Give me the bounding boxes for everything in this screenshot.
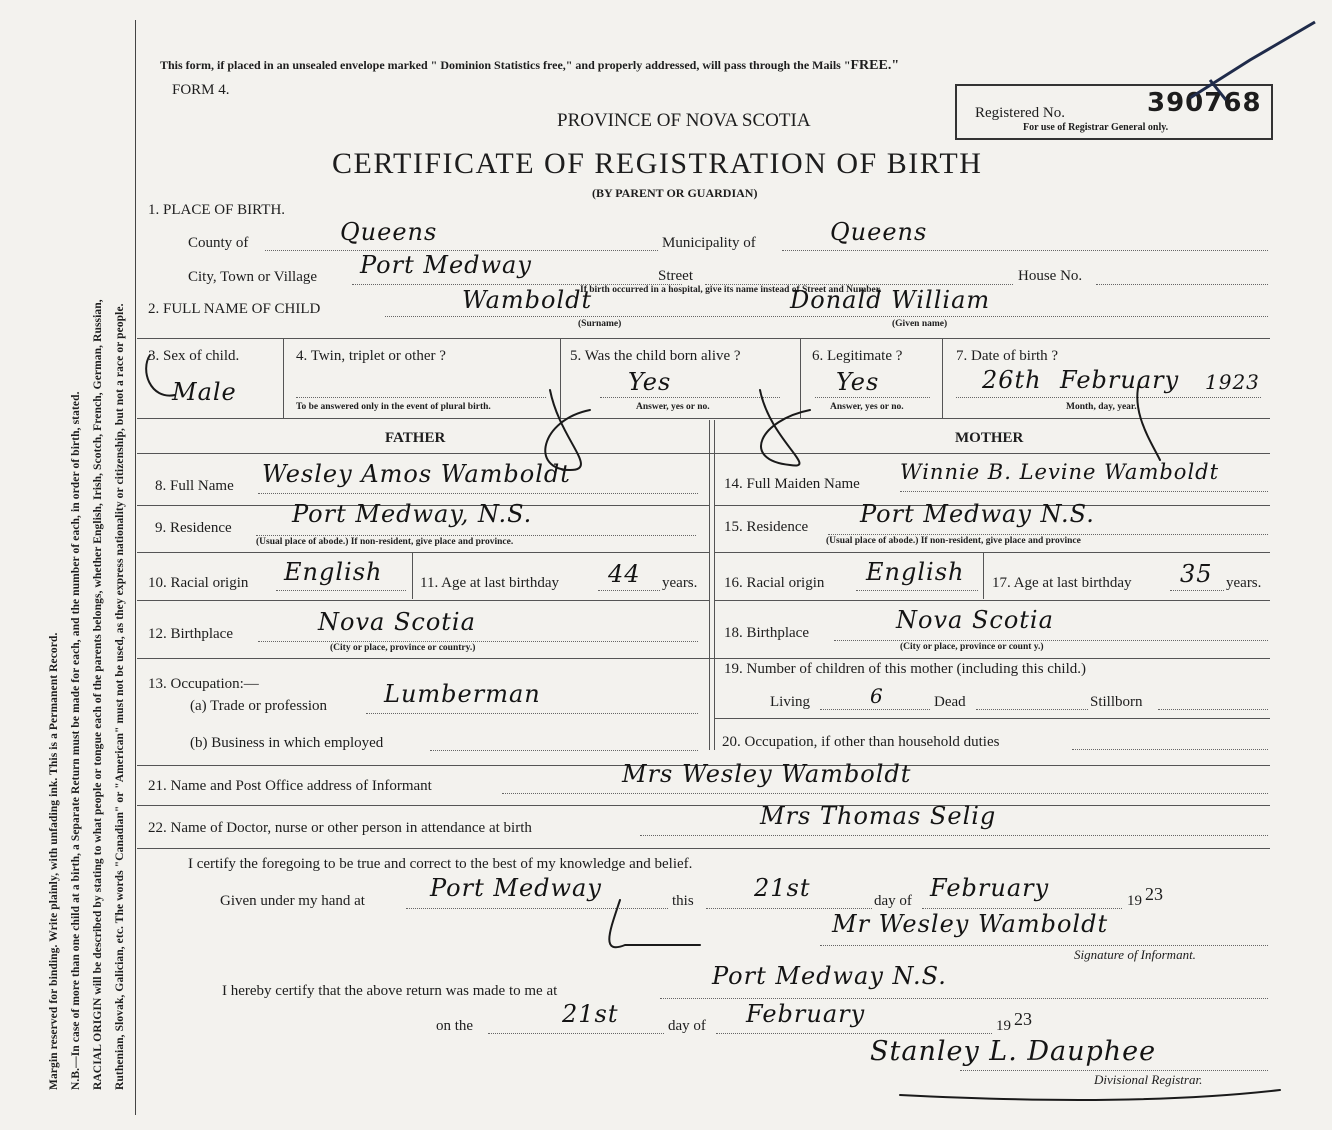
rule-f22 bbox=[137, 848, 1270, 849]
mother-age-value: 35 bbox=[1180, 560, 1213, 588]
given-hand-label: Given under my hand at bbox=[220, 893, 365, 909]
county-value: Queens bbox=[340, 218, 438, 246]
reg-year-prefix: 19 bbox=[996, 1018, 1011, 1034]
father-years-label: years. bbox=[662, 575, 698, 591]
mother-years-label: years. bbox=[1226, 575, 1262, 591]
father-age-value: 44 bbox=[608, 560, 641, 588]
children-count-label: 19. Number of children of this mother (including this child.) bbox=[724, 661, 1087, 677]
informant-line bbox=[502, 793, 1268, 794]
dob-label: 7. Date of birth ? bbox=[956, 348, 1059, 364]
legitimate-label: 6. Legitimate ? bbox=[812, 348, 903, 364]
municipality-value: Queens bbox=[830, 218, 928, 246]
occupation-label: 13. Occupation:— bbox=[148, 676, 259, 692]
business-line bbox=[430, 750, 698, 751]
rule-center-b bbox=[714, 420, 715, 750]
mother-birthplace-line bbox=[834, 640, 1268, 641]
mother-occupation-line bbox=[1072, 749, 1268, 750]
mother-age-line bbox=[1170, 590, 1224, 591]
rule-f10 bbox=[137, 600, 709, 601]
given-day-value: 21st bbox=[754, 874, 811, 902]
trade-line bbox=[366, 713, 698, 714]
trade-value: Lumberman bbox=[384, 680, 541, 708]
mother-birthplace-value: Nova Scotia bbox=[896, 606, 1054, 634]
rule-v2 bbox=[560, 338, 561, 418]
dob-line bbox=[956, 397, 1261, 398]
mother-age-label: 17. Age at last birthday bbox=[992, 575, 1132, 591]
registrar-at-value: Port Medway N.S. bbox=[712, 962, 947, 990]
informant-value: Mrs Wesley Wamboldt bbox=[622, 760, 912, 788]
twin-note: To be answered only in the event of plural birth. bbox=[296, 402, 491, 412]
county-label: County of bbox=[188, 235, 249, 251]
sex-value: Male bbox=[172, 378, 237, 406]
mother-heading: MOTHER bbox=[955, 430, 1024, 446]
certificate-title: CERTIFICATE OF REGISTRATION OF BIRTH bbox=[332, 147, 983, 180]
mother-birthplace-note: (City or place, province or count y.) bbox=[900, 642, 1044, 652]
living-label: Living bbox=[770, 694, 810, 710]
father-residence-label: 9. Residence bbox=[155, 520, 232, 536]
on-the-label: on the bbox=[436, 1018, 474, 1034]
given-at-line bbox=[406, 908, 668, 909]
this-label: this bbox=[672, 893, 694, 909]
father-birthplace-value: Nova Scotia bbox=[318, 608, 476, 636]
sex-label: 3. Sex of child. bbox=[148, 348, 240, 364]
municipality-line bbox=[782, 250, 1268, 251]
province-heading: PROVINCE OF NOVA SCOTIA bbox=[557, 110, 811, 131]
mother-residence-line bbox=[828, 534, 1268, 535]
twin-label: 4. Twin, triplet or other ? bbox=[296, 348, 446, 364]
given-day-line bbox=[706, 908, 872, 909]
rule-v4 bbox=[942, 338, 943, 418]
rule-m16-age bbox=[983, 553, 984, 599]
day-of-label-2: day of bbox=[668, 1018, 706, 1034]
margin-note-racial-origin: RACIAL ORIGIN will be described by stating to what people or tongue each of the parents belongs, whether English, Irish, Scotch, French, German, Russian, bbox=[92, 299, 104, 1090]
legitimate-note: Answer, yes or no. bbox=[830, 402, 904, 412]
city-label: City, Town or Village bbox=[188, 269, 318, 285]
stillborn-label: Stillborn bbox=[1090, 694, 1143, 710]
rule-f10-age bbox=[412, 553, 413, 599]
father-age-label: 11. Age at last birthday bbox=[420, 575, 559, 591]
reg-month-line bbox=[716, 1033, 992, 1034]
stillborn-line bbox=[1158, 709, 1268, 710]
given-month-line bbox=[922, 908, 1122, 909]
margin-note-binding: Margin reserved for binding. Write plainly, with unfading ink. This is a Permanent Record. bbox=[48, 632, 60, 1090]
given-at-value: Port Medway bbox=[430, 874, 602, 902]
margin-note-nationality: Ruthenian, Slovak, Galician, etc. The words "Canadian" or "American" must not be used, as they express nationality or citizenship, but not a race or people. bbox=[114, 303, 126, 1090]
registered-note: For use of Registrar General only. bbox=[1023, 122, 1169, 133]
mother-birthplace-label: 18. Birthplace bbox=[724, 625, 809, 641]
mother-residence-value: Port Medway N.S. bbox=[860, 500, 1095, 528]
informant-signature-caption: Signature of Informant. bbox=[1074, 947, 1196, 962]
child-surname-value: Wamboldt bbox=[462, 286, 593, 314]
informant-label: 21. Name and Post Office address of Informant bbox=[148, 778, 432, 794]
surname-note: (Surname) bbox=[578, 319, 622, 329]
rule-f12 bbox=[137, 658, 1270, 659]
postal-notice bbox=[160, 58, 899, 74]
margin-note-multiple-births: N.B.—In case of more than one child at a birth, a Separate Return must be made for each, and the number of each, in order of birth, stated. bbox=[70, 391, 82, 1090]
father-name-line bbox=[258, 493, 698, 494]
rule-row3-bottom bbox=[137, 418, 1270, 419]
born-alive-note: Answer, yes or no. bbox=[636, 402, 710, 412]
mother-residence-note: (Usual place of abode.) If non-resident, give place and province bbox=[826, 536, 1081, 546]
mother-name-value: Winnie B. Levine Wamboldt bbox=[900, 460, 1220, 484]
dob-day-value: 26th bbox=[982, 366, 1042, 394]
rule-center-a bbox=[709, 420, 710, 750]
form-number: FORM 4. bbox=[172, 82, 230, 98]
born-alive-label: 5. Was the child born alive ? bbox=[570, 348, 741, 364]
mother-race-line bbox=[856, 590, 978, 591]
registrar-check-mark-icon bbox=[1180, 20, 1320, 110]
born-alive-value: Yes bbox=[628, 368, 672, 396]
mother-occupation-label: 20. Occupation, if other than household duties bbox=[722, 734, 1000, 750]
registrar-signature: Stanley L. Dauphee bbox=[870, 1036, 1157, 1067]
father-age-line bbox=[598, 590, 660, 591]
dead-label: Dead bbox=[934, 694, 966, 710]
rule-m19 bbox=[715, 718, 1270, 719]
informant-signature-line bbox=[820, 945, 1268, 946]
reg-month-value: February bbox=[746, 1000, 866, 1028]
mother-residence-label: 15. Residence bbox=[724, 519, 809, 535]
mother-name-label: 14. Full Maiden Name bbox=[724, 476, 860, 492]
father-birthplace-label: 12. Birthplace bbox=[148, 626, 233, 642]
living-line bbox=[820, 709, 930, 710]
legitimate-value: Yes bbox=[836, 368, 880, 396]
postal-notice-free: FREE." bbox=[850, 58, 900, 73]
child-given-value: Donald William bbox=[790, 286, 991, 314]
rule-f9 bbox=[137, 552, 709, 553]
registered-label: Registered No. bbox=[975, 105, 1065, 121]
house-line bbox=[1096, 284, 1268, 285]
father-name-label: 8. Full Name bbox=[155, 478, 234, 494]
given-name-note: (Given name) bbox=[892, 319, 948, 329]
rule-v1 bbox=[283, 338, 284, 418]
postal-notice-text: This form, if placed in an unsealed envelope marked " Dominion Statistics free," and properly addressed, will pass through the Mails " bbox=[160, 58, 851, 72]
father-race-label: 10. Racial origin bbox=[148, 575, 249, 591]
reg-year-value: 23 bbox=[1014, 1009, 1032, 1029]
house-label: House No. bbox=[1018, 268, 1083, 284]
registered-number: 390768 bbox=[1147, 88, 1262, 118]
child-name-line bbox=[385, 316, 1268, 317]
street-label: Street bbox=[658, 268, 693, 284]
place-of-birth-label: 1. PLACE OF BIRTH. bbox=[148, 202, 286, 218]
registrar-caption: Divisional Registrar. bbox=[1094, 1072, 1203, 1087]
trade-label: (a) Trade or profession bbox=[190, 698, 328, 714]
registrar-at-line bbox=[660, 998, 1268, 999]
hereby-certify-statement: I hereby certify that the above return was made to me at bbox=[222, 983, 558, 999]
municipality-label: Municipality of bbox=[662, 235, 756, 251]
rule-parents-top bbox=[137, 453, 1270, 454]
father-residence-note: (Usual place of abode.) If non-resident, give place and province. bbox=[256, 537, 514, 547]
given-year-value: 23 bbox=[1145, 884, 1163, 904]
twin-line bbox=[296, 397, 546, 398]
dob-year-value: 1923 bbox=[1205, 370, 1260, 394]
certify-statement: I certify the foregoing to be true and correct to the best of my knowledge and belief. bbox=[188, 856, 693, 872]
legitimate-line bbox=[815, 397, 930, 398]
attendant-value: Mrs Thomas Selig bbox=[760, 802, 997, 830]
given-year-prefix: 19 bbox=[1127, 893, 1142, 909]
business-label: (b) Business in which employed bbox=[190, 735, 384, 751]
mother-race-value: English bbox=[866, 558, 965, 586]
father-name-value: Wesley Amos Wamboldt bbox=[262, 460, 571, 488]
registrar-signature-line bbox=[960, 1070, 1268, 1071]
margin-rule bbox=[135, 20, 136, 1115]
reg-day-value: 21st bbox=[562, 1000, 619, 1028]
father-heading: FATHER bbox=[385, 430, 446, 446]
born-alive-line bbox=[600, 397, 780, 398]
reg-day-line bbox=[488, 1033, 664, 1034]
attendant-label: 22. Name of Doctor, nurse or other person in attendance at birth bbox=[148, 820, 532, 836]
father-residence-value: Port Medway, N.S. bbox=[292, 500, 533, 528]
dob-note: Month, day, year. bbox=[1066, 402, 1137, 412]
rule-v3 bbox=[800, 338, 801, 418]
attendant-line bbox=[640, 835, 1268, 836]
dead-line bbox=[976, 709, 1088, 710]
father-birthplace-line bbox=[258, 641, 698, 642]
rule-row3-top bbox=[137, 338, 1270, 339]
certificate-subtitle: (BY PARENT OR GUARDIAN) bbox=[592, 186, 758, 200]
city-value: Port Medway bbox=[360, 251, 532, 279]
living-value: 6 bbox=[870, 684, 884, 708]
father-race-line bbox=[276, 590, 406, 591]
mother-name-line bbox=[900, 491, 1268, 492]
hospital-note: If birth occurred in a hospital, give its name instead of Street and Number. bbox=[580, 285, 882, 295]
child-name-label: 2. FULL NAME OF CHILD bbox=[148, 301, 321, 317]
rule-f21 bbox=[137, 805, 1270, 806]
dob-month-value: February bbox=[1060, 366, 1180, 394]
father-race-value: English bbox=[284, 558, 383, 586]
informant-signature: Mr Wesley Wamboldt bbox=[832, 910, 1109, 938]
rule-m15 bbox=[715, 552, 1270, 553]
given-month-value: February bbox=[930, 874, 1050, 902]
rule-m16 bbox=[715, 600, 1270, 601]
day-of-label: day of bbox=[874, 893, 912, 909]
mother-race-label: 16. Racial origin bbox=[724, 575, 825, 591]
father-residence-line bbox=[256, 535, 696, 536]
father-birthplace-note: (City or place, province or country.) bbox=[330, 643, 476, 653]
